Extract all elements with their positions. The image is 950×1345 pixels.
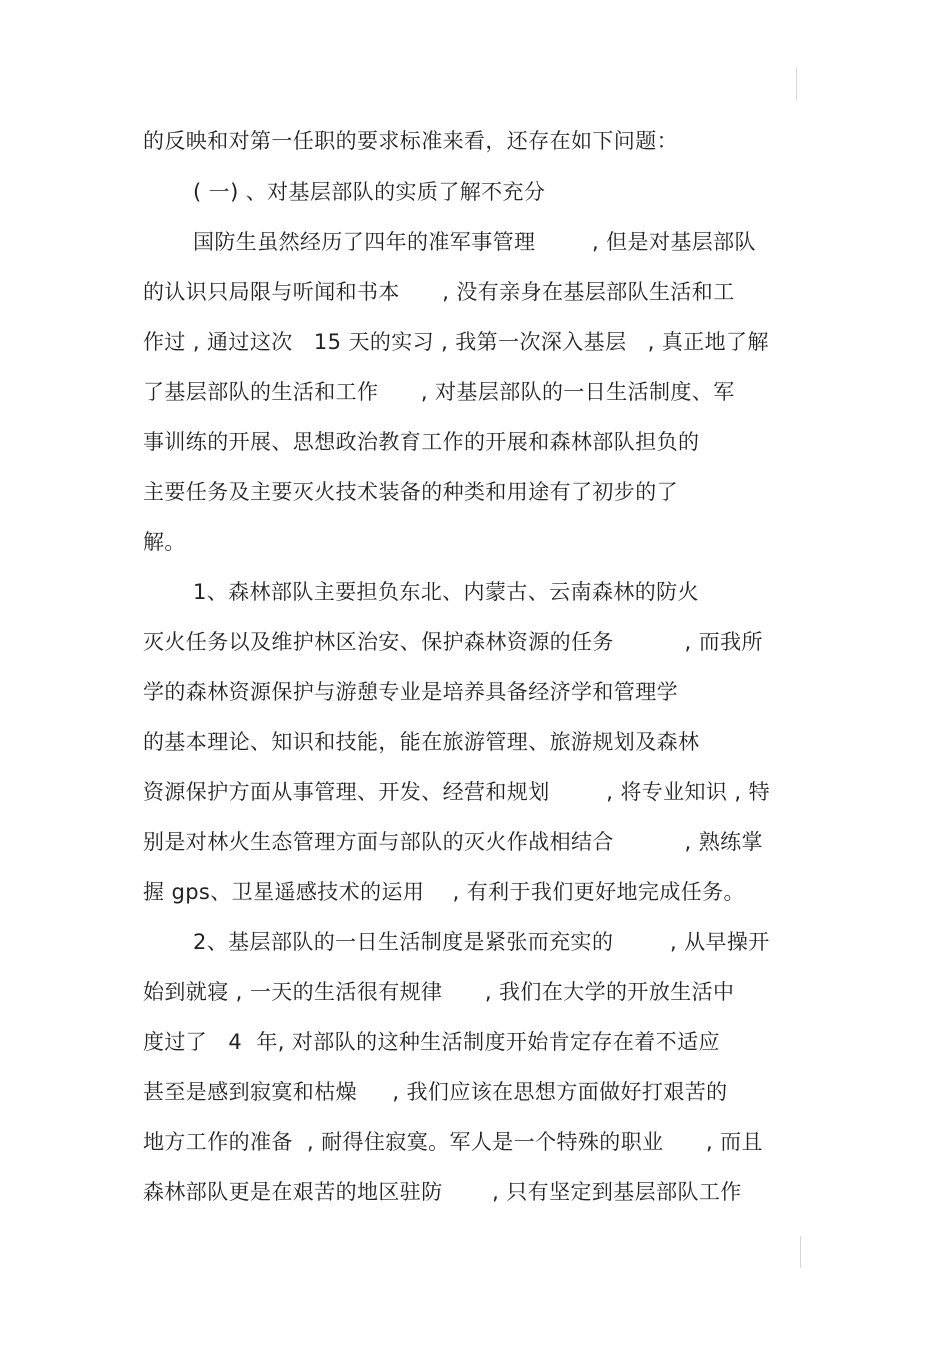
text-line: 的反映和对第一任职的要求标准来看，还存在如下问题： [143,129,678,153]
text-line: 主要任务及主要灭火技术装备的种类和用途有了初步的了 [143,480,678,504]
text-line: 解。 [143,530,186,554]
text-line: 作过 , 通过这次 15 天的实习 , 我第一次深入基层 , 真正地了解 [143,330,769,354]
text-line: 了基层部队的生活和工作 , 对基层部队的一日生活制度、军 [143,380,735,404]
text-line: 的认识只局限与听闻和书本 , 没有亲身在基层部队生活和工 [143,280,735,304]
text-line: 学的森林资源保护与游憩专业是培养具备经济学和管理学 [143,680,678,704]
text-line: 国防生虽然经历了四年的准军事管理 , 但是对基层部队 [193,230,756,254]
text-line: 甚至是感到寂寞和枯燥 , 我们应该在思想方面做好打艰苦的 [143,1080,728,1104]
page-margin-rule-top [796,68,797,100]
text-line: 资源保护方面从事管理、开发、经营和规划 , 将专业知识 , 特 [143,780,770,804]
text-line: 灭火任务以及维护林区治安、保护森林资源的任务 , 而我所 [143,630,763,654]
text-line: 别是对林火生态管理方面与部队的灭火作战相结合 , 熟练掌 [143,830,763,854]
page-margin-rule-bottom [800,1236,801,1268]
text-line: 度过了 4 年, 对部队的这种生活制度开始肯定存在着不适应 [143,1030,720,1054]
text-line: 事训练的开展、思想政治教育工作的开展和森林部队担负的 [143,430,700,454]
text-line: 始到就寝 , 一天的生活很有规律 , 我们在大学的开放生活中 [143,980,735,1004]
text-line: 握 gps、卫星遥感技术的运用 , 有利于我们更好地完成任务。 [143,880,745,904]
text-line: 的基本理论、知识和技能，能在旅游管理、旅游规划及森林 [143,730,700,754]
text-line: 地方工作的准备 , 耐得住寂寞。军人是一个特殊的职业 , 而且 [143,1130,763,1154]
text-line: 森林部队更是在艰苦的地区驻防 , 只有坚定到基层部队工作 [143,1180,742,1204]
section-heading: ( 一) 、对基层部队的实质了解不充分 [193,180,546,204]
numbered-paragraph-start: 1、森林部队主要担负东北、内蒙古、云南森林的防火 [193,580,699,604]
numbered-paragraph-start: 2、基层部队的一日生活制度是紧张而充实的 , 从早操开 [193,930,770,954]
